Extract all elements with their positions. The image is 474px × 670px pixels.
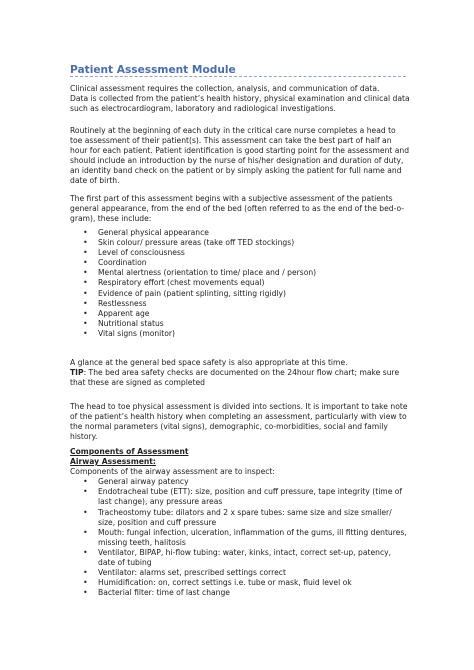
- list-item: • Respiratory effort (chest movements equal): [70, 278, 410, 288]
- first-part-text: The first part of this assessment begins with a subjective assessment of the patients general appearance, from the end of the bed (often referred to as the end of the bed-o-gram), these include:: [70, 194, 405, 224]
- intro-line-2: Data is collected from the patient’s health history, physical examination and clinical data such as electrocardiogram, laboratory and radiological investigations.: [70, 94, 410, 114]
- list-item: • Nutritional status: [70, 319, 410, 329]
- tip-text: [70, 368, 410, 388]
- glance-text: A glance at the general bed space safety is also appropriate at this time.: [70, 358, 348, 367]
- list-item: • Ventilator: alarms set, prescribed settings correct: [70, 568, 410, 578]
- list-item: • Mouth: fungal infection, ulceration, inflammation of the gums, ill fitting dentures, missing teeth, halitosis: [70, 528, 410, 548]
- page-title: Patient Assessment Module: [70, 64, 236, 76]
- routine-paragraph: [70, 126, 410, 187]
- list-item: • Skin colour/ pressure areas (take off TED stockings): [70, 238, 410, 248]
- list-item: • Endotracheal tube (ETT): size, position and cuff pressure, tape integrity (time of last change), any pressure areas: [70, 487, 410, 507]
- components-section: [70, 447, 410, 598]
- tip-label: TIP: [70, 368, 84, 378]
- list-item: • Humidification: on, correct settings i.e. tube or mask, fluid level ok: [70, 578, 410, 588]
- components-heading: Components of Assessment: [70, 447, 189, 456]
- safety-paragraph: [70, 358, 410, 388]
- list-item: • Ventilator, BIPAP, hi-flow tubing: water, kinks, intact, correct set-up, patency, date of tubing: [70, 548, 410, 568]
- list-item: • Level of consciousness: [70, 248, 410, 258]
- general-appearance-list: [70, 228, 410, 339]
- airway-intro: Components of the airway assessment are to inspect:: [70, 467, 275, 477]
- first-part-paragraph: [70, 194, 410, 224]
- list-item: • Apparent age: [70, 309, 410, 319]
- routine-text: Routinely at the beginning of each duty in the critical care nurse completes a head to toe assessment of their patient(s). This assessment can take the best part of half an hour for each patient. Patient identification is good starting point for the assessment and should include an introduction by the nurse of his/her designation and duration of duty, an identity band check on the patient or by simply asking the patient for full name and date of birth.: [70, 126, 410, 186]
- list-item: • General airway patency: [70, 477, 410, 487]
- list-item: • Evidence of pain (patient splinting, sitting rigidly): [70, 289, 410, 299]
- title-divider: [70, 76, 406, 77]
- list-item: • General physical appearance: [70, 228, 410, 238]
- head-to-toe-text: The head to toe physical assessment is divided into sections. It is important to take note of the patient’s health history when completing an assessment, particularly with view to the normal parameters (vital signs), demographic, co-morbidities, social and family history.: [70, 402, 408, 442]
- list-item: • Restlessness: [70, 299, 410, 309]
- airway-list: [70, 477, 410, 598]
- tip-body: : The bed area safety checks are documented on the 24hour flow chart; make sure that these are signed as completed: [70, 368, 400, 388]
- list-item: • Tracheostomy tube: dilators and 2 x spare tubes: same size and size smaller/ size, position and cuff pressure: [70, 508, 410, 528]
- intro-paragraph: [70, 84, 410, 114]
- list-item: • Coordination: [70, 258, 410, 268]
- head-to-toe-paragraph: [70, 402, 410, 442]
- list-item: • Bacterial filter: time of last change: [70, 588, 410, 598]
- intro-line-1: Clinical assessment requires the collection, analysis, and communication of data.: [70, 84, 380, 93]
- airway-heading: Airway Assessment:: [70, 457, 156, 467]
- list-item: • Vital signs (monitor): [70, 329, 410, 339]
- list-item: • Mental alertness (orientation to time/ place and / person): [70, 268, 410, 278]
